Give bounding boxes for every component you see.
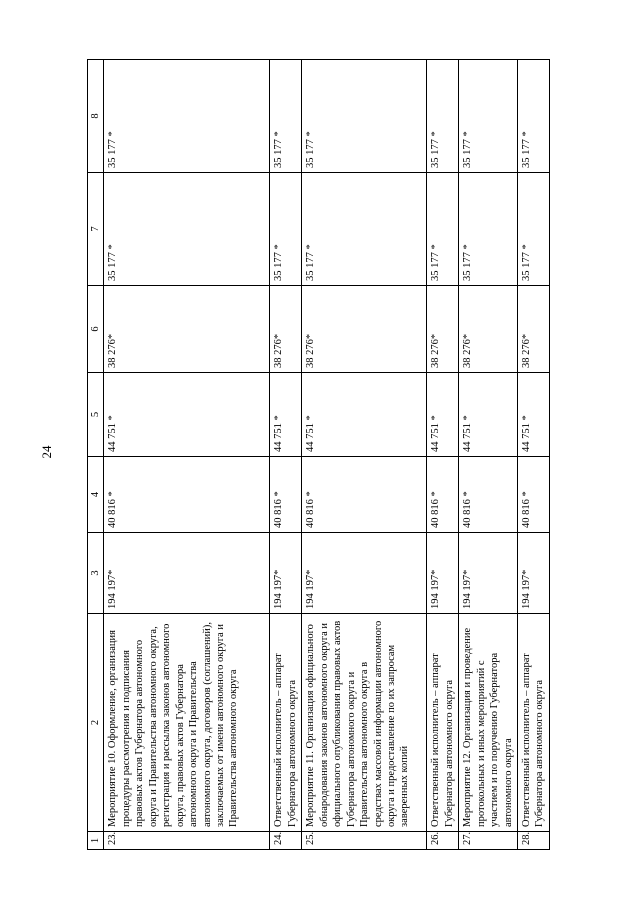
table-row (270, 60, 302, 850)
value-cell: 35 177 * (302, 173, 427, 286)
rotated-table-wrapper (87, 60, 546, 850)
value-cell: 40 816 * (302, 457, 427, 533)
header-cell: 2 (88, 614, 104, 832)
value-cell: 194 197* (270, 533, 302, 614)
row-text: Мероприятие 12. Организация и проведение протокольных и иных мероприятий с участием и по поручению Губернатора автономного округа (459, 614, 518, 832)
value-cell: 38 276* (427, 286, 459, 373)
value-cell: 194 197* (427, 533, 459, 614)
value-cell: 40 816 * (427, 457, 459, 533)
row-number: 28. (517, 832, 549, 850)
value-cell: 35 177 * (427, 173, 459, 286)
header-cell: 6 (88, 286, 104, 373)
row-number: 27. (459, 832, 518, 850)
table-row (459, 60, 518, 850)
row-number: 26. (427, 832, 459, 850)
row-text: Ответственный исполнитель – аппарат Губернатора автономного округа (270, 614, 302, 832)
program-table (87, 59, 550, 850)
value-cell: 35 177 * (270, 173, 302, 286)
value-cell: 44 751 * (517, 373, 549, 457)
page-number: 24 (39, 445, 54, 459)
header-cell: 8 (88, 60, 104, 173)
value-cell: 40 816 * (459, 457, 518, 533)
value-cell: 35 177 * (517, 173, 549, 286)
value-cell: 40 816 * (517, 457, 549, 533)
row-number: 25. (302, 832, 427, 850)
value-cell: 40 816 * (104, 457, 270, 533)
value-cell: 44 751 * (270, 373, 302, 457)
value-cell: 35 177 * (459, 173, 518, 286)
value-cell: 38 276* (270, 286, 302, 373)
value-cell: 194 197* (459, 533, 518, 614)
header-cell: 1 (88, 832, 104, 850)
value-cell: 44 751 * (302, 373, 427, 457)
value-cell: 35 177 * (517, 60, 549, 173)
value-cell: 194 197* (517, 533, 549, 614)
value-cell: 44 751 * (427, 373, 459, 457)
value-cell: 38 276* (517, 286, 549, 373)
row-text: Мероприятие 10. Оформление, организация процедуры рассмотрения и подписания правовых актов Губернатора автономного округа и Правительства автономного округа, регистрация и рассылка законов автономного округа, правовых актов Губернатора автономного округа и Правительства автономного округа, договоров (соглашений), заключаемых от имени автономного округа и Правительства автономного округа (104, 614, 270, 832)
value-cell: 35 177 * (104, 173, 270, 286)
value-cell: 44 751 * (459, 373, 518, 457)
value-cell: 35 177 * (459, 60, 518, 173)
row-number: 24. (270, 832, 302, 850)
value-cell: 194 197* (104, 533, 270, 614)
value-cell: 44 751 * (104, 373, 270, 457)
value-cell: 194 197* (302, 533, 427, 614)
row-text: Мероприятие 11. Организация официального обнародования законов автономного округа и официального опубликования правовых актов Губернатора автономного округа и Правительства автономного округа в средствах массовой информации автономного округа и предоставление по их запросам заверенных копий (302, 614, 427, 832)
table-row (104, 60, 270, 850)
row-number: 23. (104, 832, 270, 850)
value-cell: 38 276* (104, 286, 270, 373)
table-row (427, 60, 459, 850)
header-cell: 4 (88, 457, 104, 533)
value-cell: 35 177 * (270, 60, 302, 173)
table-row (302, 60, 427, 850)
value-cell: 35 177 * (302, 60, 427, 173)
row-text: Ответственный исполнитель – аппарат Губернатора автономного округа (517, 614, 549, 832)
header-cell: 5 (88, 373, 104, 457)
table-row (517, 60, 549, 850)
header-cell: 3 (88, 533, 104, 614)
header-cell: 7 (88, 173, 104, 286)
value-cell: 35 177 * (104, 60, 270, 173)
value-cell: 40 816 * (270, 457, 302, 533)
value-cell: 38 276* (459, 286, 518, 373)
header-row (88, 60, 104, 850)
value-cell: 35 177 * (427, 60, 459, 173)
value-cell: 38 276* (302, 286, 427, 373)
row-text: Ответственный исполнитель – аппарат Губернатора автономного округа (427, 614, 459, 832)
